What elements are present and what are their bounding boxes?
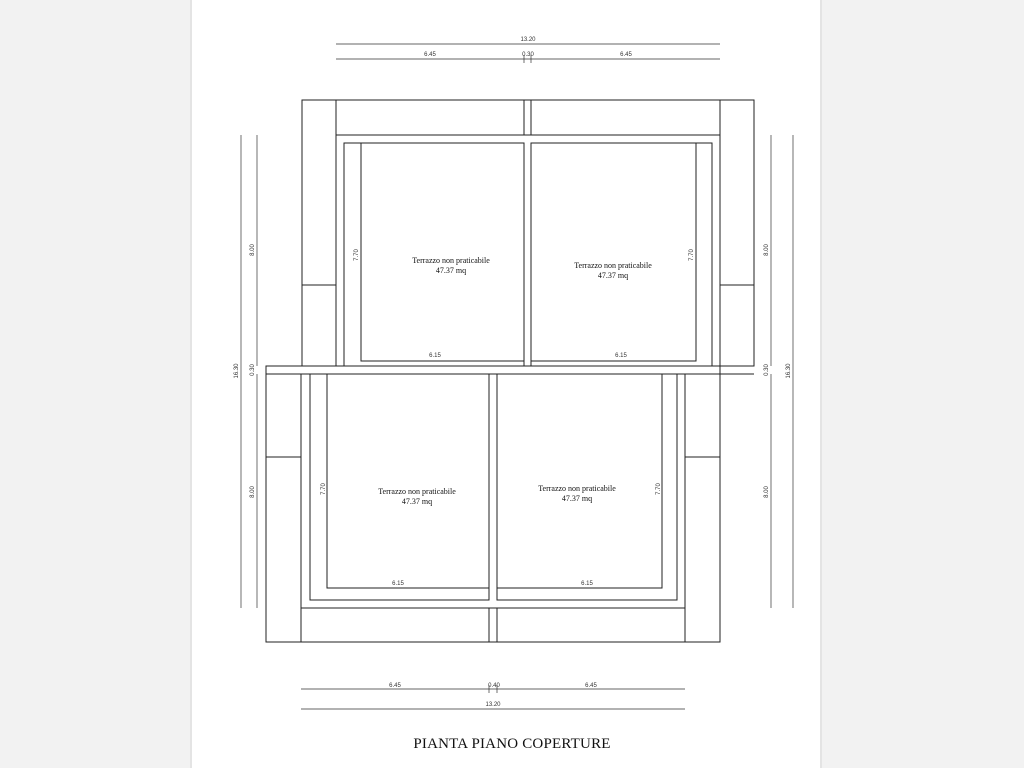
room-2-wall — [531, 143, 712, 366]
room-1-wall — [344, 143, 524, 366]
left-dim-lower: 8.00 — [250, 486, 256, 498]
room-1-width: 6.15 — [429, 353, 441, 359]
room-2-area: 47.37 mq — [597, 271, 629, 280]
top-dim-gap: 0.30 — [522, 52, 534, 58]
room-4-area: 47.37 mq — [561, 494, 593, 503]
room-2-width: 6.15 — [615, 353, 627, 359]
bottom-dim-right: 6.45 — [585, 683, 597, 689]
room-3-label: Terrazzo non praticabile — [378, 487, 456, 496]
left-dim-upper: 8.00 — [250, 244, 256, 256]
upper-block-outline — [302, 100, 754, 366]
room-3-area: 47.37 mq — [401, 497, 433, 506]
room-1-label: Terrazzo non praticabile — [412, 256, 490, 265]
right-dim-upper: 8.00 — [764, 244, 770, 256]
room-2-height: 7.70 — [689, 249, 695, 261]
lower-block-outline — [266, 366, 720, 642]
bottom-dim-left: 6.45 — [389, 683, 401, 689]
room-4-height: 7.70 — [656, 483, 662, 495]
right-dim-overall: 16.30 — [786, 363, 792, 379]
room-1-area: 47.37 mq — [435, 266, 467, 275]
room-1-height: 7.70 — [354, 249, 360, 261]
left-dim-gap: 0.30 — [250, 364, 256, 376]
room-3-height: 7.70 — [321, 483, 327, 495]
room-4-width: 6.15 — [581, 581, 593, 587]
right-dim-gap: 0.30 — [764, 364, 770, 376]
bottom-dim-gap: 0.40 — [488, 683, 500, 689]
room-3-width: 6.15 — [392, 581, 404, 587]
room-3-inner — [327, 374, 489, 588]
room-1-inner — [361, 143, 524, 361]
right-dim-lower: 8.00 — [764, 486, 770, 498]
room-4-label: Terrazzo non praticabile — [538, 484, 616, 493]
room-4-inner — [497, 374, 662, 588]
top-dim-right: 6.45 — [620, 52, 632, 58]
left-dim-overall: 16.30 — [234, 363, 240, 379]
bottom-dim-overall: 13.20 — [485, 702, 501, 708]
top-dim-left: 6.45 — [424, 52, 436, 58]
room-2-inner — [531, 143, 696, 361]
room-2-label: Terrazzo non praticabile — [574, 261, 652, 270]
drawing-title: PIANTA PIANO COPERTURE — [413, 736, 611, 752]
top-dim-overall: 13.20 — [520, 37, 536, 43]
